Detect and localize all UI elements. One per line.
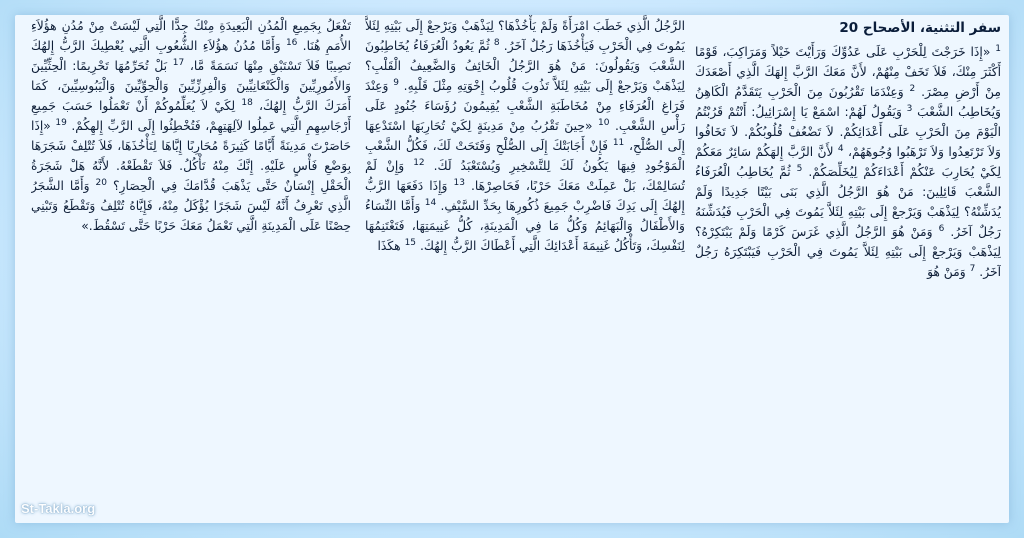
verse-text: «إِذَا خَرَجْتَ لِلْحَرْبِ عَلَى عَدُوِّكَ وَرَأَيْتَ خَيْلاً وَمَرَاكِبَ، قَوْمًا أَكْثَرَ مِنْكَ، فَلاَ تَخَفْ مِنْهُمْ، لأَنَّ مَعَكَ الرَّبَّ إِلهَكَ الَّذِي أَصْعَدَكَ مِنْ أَرْضِ مِصْرَ. — [695, 45, 1001, 99]
verse-text: لِكَيْ لاَ يُعَلِّمُوكُمْ أَنْ تَعْمَلُوا حَسَبَ جَمِيعِ أَرْجَاسِهِمِ الَّتِي عَمِلُوا لآلِهَتِهِمْ، فَتُخْطِئُوا إِلَى الرَّبِّ إِلهِكُمْ. — [31, 99, 351, 133]
column-middle-text — [365, 19, 685, 253]
verse-number: 4 — [837, 143, 844, 154]
column-middle — [365, 15, 685, 523]
verse-number: 15 — [404, 237, 417, 248]
verse-text: «إِذَا حَاصَرْتَ مَدِينَةً أَيَّامًا كَثِيرَةً مُحَارِبًا إِيَّاهَا لِتَأْخُذَهَا، فَلاَ تُتْلِفْ شَجَرَهَا بِوَضْعِ فَأْسٍ عَلَيْهِ. إِنَّكَ مِنْهُ تَأْكُلُ. فَلاَ تَقْطَعْهُ. لأَنَّهُ هَلْ شَجَرَةُ الْحَقْلِ إِنْسَانٌ حَتَّى يَذْهَبَ قُدَّامَكَ فِي الْحِصَارِ؟ — [31, 119, 351, 193]
verse-text: وَمَنْ هُوَ الرَّجُلُ الَّذِي غَرَسَ كَرْمًا وَلَمْ يَبْتَكِرْهُ؟ لِيَذْهَبْ وَيَرْجعْ إِلَى بَيْتِهِ لِئَلاَّ يَمُوتَ فِي الْحَرْبِ فَيَبْتَكِرَهُ رَجُلٌ آخَرُ. — [695, 225, 1001, 279]
verse-text: وَأَمَّا الشَّجَرُ الَّذِي تَعْرِفُ أَنَّهُ لَيْسَ شَجَرًا يُؤْكَلُ مِنْهُ، فَإِيَّاهُ تُتْلِفُ وَتَقْطَعُ وَتَبْنِي حِصْنًا عَلَى الْمَدِينَةِ الَّتِي تَعْمَلُ مَعَكَ حَرْبًا حَتَّى تَسْقُطَ.» — [31, 179, 351, 233]
verse-number: 3 — [906, 103, 913, 114]
column-right-text — [695, 45, 1001, 279]
verse-text: وَأَمَّا مُدُنُ هؤُلاَءِ الشُّعُوبِ الَّتِي يُعْطِيكَ الرَّبُّ إِلهُكَ نَصِيبًا فَلاَ تَسْتَبْقِ مِنْهَا نَسَمَةً مَّا، — [31, 39, 351, 73]
verse-text: «حِينَ تَقْرُبُ مِنْ مَدِينَةٍ لِكَيْ تُحَارِبَهَا اسْتَدْعِهَا إِلَى الصُّلْحِ، — [365, 119, 685, 153]
verse-number: 20 — [95, 177, 107, 188]
verse-number: 16 — [285, 37, 298, 48]
verse-text: وَإِنْ لَمْ تُسَالِمْكَ، بَلْ عَمِلَتْ مَعَكَ حَرْبًا، فَحَاصِرْهَا. — [365, 159, 685, 193]
chapter-heading: سفر التثنية، الأصحاح 20 — [839, 20, 1001, 36]
verse-text: وَعِنْدَ فَرَاغِ الْعُرَفَاءِ مِنْ مُخَاطَبَةِ الشَّعْبِ يُقِيمُونَ رُؤَسَاءَ جُنُودٍ عَلَى رَأْسِ الشَّعْبِ. — [365, 79, 685, 133]
verse-number: 7 — [969, 263, 976, 274]
verse-text: ثُمَّ يَعُودُ الْعُرَفَاءُ يُخَاطِبُونَ الشَّعْبَ وَيَقُولُونَ: مَنْ هُوَ الرَّجُلُ الْخَائِفُ وَالضَّعِيفُ الْقَلْبِ؟ لِيَذْهَبْ وَيَرْجعْ إِلَى بَيْتِهِ لِئَلاَّ تَذُوبَ قُلُوبُ إِخْوَتِهِ مِثْلَ قَلْبِهِ. — [365, 39, 685, 93]
verse-text: لأَنَّ الرَّبَّ إِلهَكُمْ سَائِرٌ مَعَكُمْ لِكَيْ يُحَارِبَ عَنْكُمْ أَعْدَاءَكُمْ لِيُخَلِّصَكُمْ. — [695, 145, 1001, 179]
verse-number: 9 — [393, 77, 399, 88]
column-left — [31, 15, 351, 523]
verse-text: تَفْعَلُ بِجَمِيعِ الْمُدُنِ الْبَعِيدَةِ مِنْكَ جِدًّا الَّتِي لَيْسَتْ مِنْ مُدُنِ هؤُلاَءِ الأُمَمِ هُنَا. — [31, 19, 351, 53]
verse-text: ثُمَّ يُخَاطِبُ الْعُرَفَاءُ الشَّعْبَ قَائِلِينَ: مَنْ هُوَ الرَّجُلُ الَّذِي بَنَى بَيْتًا جَدِيدًا وَلَمْ يُدَشِّنْهُ؟ لِيَذْهَبْ وَيَرْجعْ إِلَى بَيْتِهِ لِئَلاَّ يَمُوتَ فِي الْحَرْبِ فَيُدَشِّنَهُ رَجُلٌ آخَرُ. — [695, 165, 1001, 239]
verse-number: 18 — [241, 97, 253, 108]
site-watermark: St-Takla.org — [21, 501, 96, 516]
verse-text: وَإِذَا دَفَعَهَا الرَّبُّ إِلهُكَ إِلَى يَدِكَ فَاضْرِبْ جَمِيعَ ذُكُورِهَا بِحَدِّ السَّيْفِ. — [365, 179, 685, 213]
verse-text: هكَذَا — [377, 239, 401, 253]
verse-number: 1 — [995, 43, 1001, 54]
verse-number: 5 — [796, 163, 803, 174]
column-left-text — [31, 19, 351, 233]
text-panel — [15, 15, 1009, 523]
verse-number: 12 — [413, 157, 425, 168]
verse-number: 13 — [453, 177, 465, 188]
verse-number: 19 — [55, 117, 67, 128]
verse-number: 6 — [938, 223, 945, 234]
verse-text: الرَّجُلُ الَّذِي خَطَبَ امْرَأَةً وَلَمْ يَأْخُذْهَا؟ لِيَذْهَبْ وَيَرْجعْ إِلَى بَيْتِهِ لِئَلاَّ يَمُوتَ فِي الْحَرْبِ فَيَأْخُذَهَا رَجُلٌ آخَرُ. — [365, 19, 685, 53]
verse-number: 8 — [493, 37, 500, 48]
verse-text: بَلْ تُحَرِّمُهَا تَحْرِيمًا: الْحِثِّيِّينَ وَالأَمُورِيِّينَ وَالْكَنْعَانِيِّينَ وَالْفِرِزِّيِّينَ وَالْحِوِّيِّينَ وَالْيَبُوسِيِّينَ، كَمَا أَمَرَكَ الرَّبُّ إِلهُكَ، — [31, 59, 351, 113]
verse-number: 11 — [612, 137, 625, 148]
verse-text: وَيَقُولُ لَهُمْ: اسْمَعْ يَا إِسْرَائِيلُ: أَنْتُمْ قَرُبْتُمُ الْيَوْمَ مِنَ الْحَرْبِ عَلَى أَعْدَائِكُمْ. لاَ تَضْعُفْ قُلُوبُكُمْ. لاَ تَخَافُوا وَلاَ تَرْتَعِدُوا وَلاَ تَرْهَبُوا وُجُوهَهُمْ، — [695, 105, 1001, 159]
verse-text: وَمَنْ هُوَ — [927, 265, 966, 279]
verse-number: 14 — [424, 197, 437, 208]
verse-text: وَأَمَّا النِّسَاءُ وَالأَطْفَالُ وَالْبَهَائِمُ وَكُلُّ مَا فِي الْمَدِينَةِ، كُلُّ غَنِيمَتِهَا، فَتَغْتَنِمُهَا لِنَفْسِكَ، وَتَأْكُلُ غَنِيمَةَ أَعْدَائِكَ الَّتِي أَعْطَاكَ الرَّبُّ إِلهُكَ. — [365, 199, 685, 253]
verse-number: 17 — [172, 57, 185, 68]
verse-text: فَإِنْ أَجَابَتْكَ إِلَى الصُّلْحِ وَفَتَحَتْ لَكَ، فَكُلُّ الشَّعْبِ الْمَوْجُودِ فِيهَا يَكُونُ لَكَ لِلتَّسْخِيرِ وَيُسْتَعْبَدُ لَكَ. — [365, 139, 685, 173]
column-right — [695, 15, 1001, 523]
verse-text: وَعِنْدَمَا تَقْرُبُونَ مِنَ الْحَرْبِ يَتَقَدَّمُ الْكَاهِنُ وَيُخَاطِبُ الشَّعْبَ — [695, 85, 1001, 119]
verse-number: 2 — [909, 83, 916, 94]
verse-number: 10 — [598, 117, 610, 128]
